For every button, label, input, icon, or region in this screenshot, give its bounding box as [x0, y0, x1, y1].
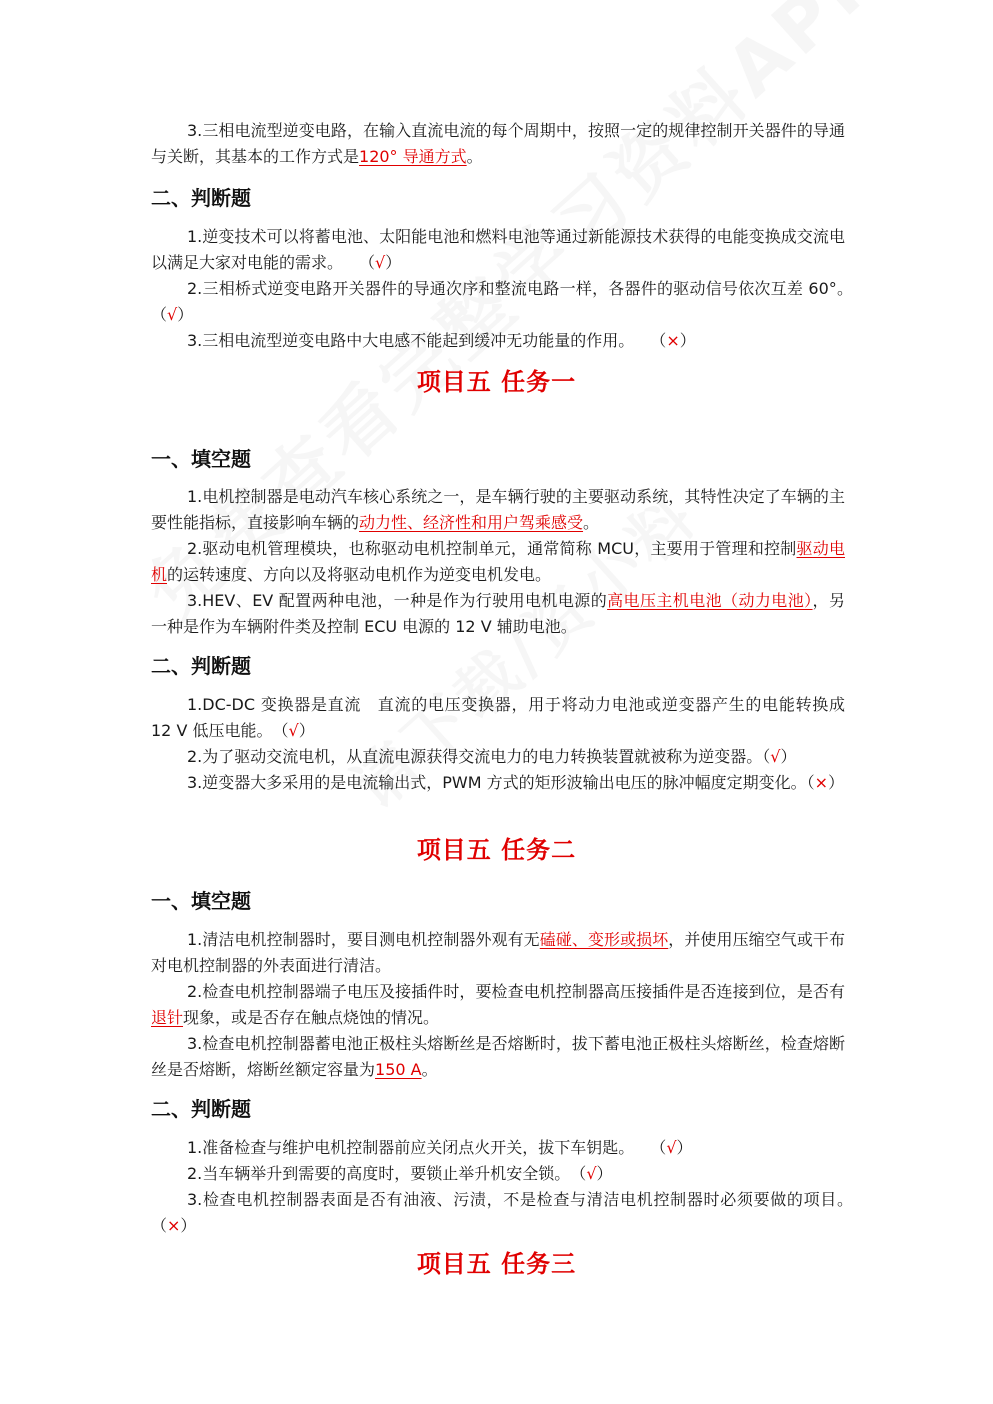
question-text: 1.逆变技术可以将蓄电池、太阳能电池和燃料电池等通过新能源技术获得的电能变换成交流电以满足大家对电能的需求。	[151, 227, 845, 272]
fill-question-2	[151, 979, 845, 1031]
cross-mark: ×	[666, 331, 680, 350]
cross-mark: ×	[167, 1216, 181, 1235]
judge-question-1: 1.逆变技术可以将蓄电池、太阳能电池和燃料电池等通过新能源技术获得的电能变换成交流电以满足大家对电能的需求。 （√）	[151, 227, 845, 272]
fill-heading: 一、填空题	[151, 447, 251, 471]
answer-text: 磕碰、变形或损坏	[539, 930, 669, 949]
judge-question-1: 1.DC-DC 变换器是直流 直流的电压变换器，用于将动力电池或逆变器产生的电能转换成 12 V 低压电能。 （√）	[151, 695, 845, 740]
question-text: 2.驱动电机管理模块，也称驱动电机控制单元，通常简称 MCU，主要用于管理和控制	[187, 539, 797, 558]
check-mark: √	[586, 1164, 597, 1183]
answer-text: 驱动电机	[151, 539, 845, 584]
question-text: 2.检查电机控制器端子电压及接插件时，要检查电机控制器高压接插件是否连接到位，是否有	[187, 982, 845, 1001]
answer-text: 高电压主机电池（动力电池）	[607, 591, 813, 610]
answer-text: 150 A	[375, 1060, 422, 1079]
question-text: 1.清洁电机控制器时，要目测电机控制器外观有无	[187, 930, 540, 949]
check-mark: √	[666, 1138, 677, 1157]
question-tail: ，并使用压缩空气或干布对电机控制器的外表面进行清洁。	[151, 930, 845, 975]
question-text: 3.检查电机控制器表面是否有油液、污渍，不是检查与清洁电机控制器时必须要做的项目。	[187, 1190, 845, 1209]
question-text: 2.三相桥式逆变电路开关器件的导通次序和整流电路一样，各器件的驱动信号依次互差 60°。	[187, 279, 845, 298]
question-tail: 。	[466, 147, 483, 166]
question-text: 3.三相电流型逆变电路，在输入直流电流的每个周期中，按照一定的规律控制开关器件的导通与关断，其基本的工作方式是	[151, 121, 845, 166]
judge-heading: 二、判断题	[151, 654, 251, 678]
fill-question-3	[151, 118, 845, 170]
answer-text: 120° 导通方式	[359, 147, 467, 166]
cross-mark: ×	[814, 773, 829, 792]
question-text: 2.当车辆举升到需要的高度时，要锁止举升机安全锁。	[187, 1164, 563, 1183]
question-text: 2.为了驱动交流电机，从直流电源获得交流电力的电力转换装置就被称为逆变器。	[187, 747, 763, 766]
judge-question-2: 2.为了驱动交流电机，从直流电源获得交流电力的电力转换装置就被称为逆变器。（√）	[187, 747, 797, 766]
check-mark: √	[288, 721, 299, 740]
question-text: 1.准备检查与维护电机控制器前应关闭点火开关，拔下车钥匙。	[187, 1138, 627, 1157]
task-title: 项目五 任务三	[416, 1250, 577, 1278]
check-mark: √	[375, 253, 386, 272]
check-mark: √	[770, 747, 781, 766]
fill-question-3	[151, 1031, 845, 1083]
task-title: 项目五 任务一	[416, 368, 577, 396]
question-text: 3.逆变器大多采用的是电流输出式，PWM 方式的矩形波输出电压的脉冲幅度定期变化。	[187, 773, 807, 792]
fill-question-1	[151, 927, 845, 979]
question-text: 1.DC-DC 变换器是直流 直流的电压变换器，用于将动力电池或逆变器产生的电能转换成 12 V 低压电能。	[151, 695, 845, 740]
judge-question-3: 3.逆变器大多采用的是电流输出式，PWM 方式的矩形波输出电压的脉冲幅度定期变化。（×）	[187, 773, 845, 792]
judge-question-2: 2.三相桥式逆变电路开关器件的导通次序和整流电路一样，各器件的驱动信号依次互差 60°。 （√）	[151, 279, 845, 324]
judge-question-3: 3.检查电机控制器表面是否有油液、污渍，不是检查与清洁电机控制器时必须要做的项目。 （×）	[151, 1190, 845, 1235]
question-tail: 的运转速度、方向以及将驱动电机作为逆变电机发电。	[167, 565, 552, 584]
task-title: 项目五 任务二	[416, 836, 577, 864]
fill-heading: 一、填空题	[151, 889, 251, 913]
check-mark: √	[167, 305, 178, 324]
question-tail: ，另一种是作为车辆附件类及控制 ECU 电源的 12 V 辅助电池。	[151, 591, 845, 636]
question-tail: 现象，或是否存在触点烧蚀的情况。	[183, 1008, 440, 1027]
answer-text: 退针	[151, 1008, 184, 1027]
judge-question-1: 1.准备检查与维护电机控制器前应关闭点火开关，拔下车钥匙。 （√）	[187, 1138, 693, 1157]
fill-question-2	[151, 536, 845, 588]
question-text: 3.HEV、EV 配置两种电池，一种是作为行驶用电机电源的	[187, 591, 608, 610]
question-tail: 。	[583, 513, 600, 532]
question-tail: 。	[421, 1060, 438, 1079]
answer-text: 动力性、经济性和用户驾乘感受	[359, 513, 584, 532]
judge-heading: 二、判断题	[151, 186, 251, 210]
judge-question-3: 3.三相电流型逆变电路中大电感不能起到缓冲无功能量的作用。 （×）	[187, 331, 696, 350]
question-text: 3.检查电机控制器蓄电池正极柱头熔断丝是否熔断时，拔下蓄电池正极柱头熔断丝，检查熔断丝是否熔断，熔断丝额定容量为	[151, 1034, 845, 1079]
judge-question-2: 2.当车辆举升到需要的高度时，要锁止举升机安全锁。 （√）	[187, 1164, 613, 1183]
question-text: 1.电机控制器是电动汽车核心系统之一，是车辆行驶的主要驱动系统，其特性决定了车辆的主要性能指标，直接影响车辆的	[151, 487, 845, 532]
fill-question-1	[151, 484, 845, 536]
judge-heading: 二、判断题	[151, 1097, 251, 1121]
fill-question-3	[151, 588, 845, 640]
question-text: 3.三相电流型逆变电路中大电感不能起到缓冲无功能量的作用。	[187, 331, 627, 350]
